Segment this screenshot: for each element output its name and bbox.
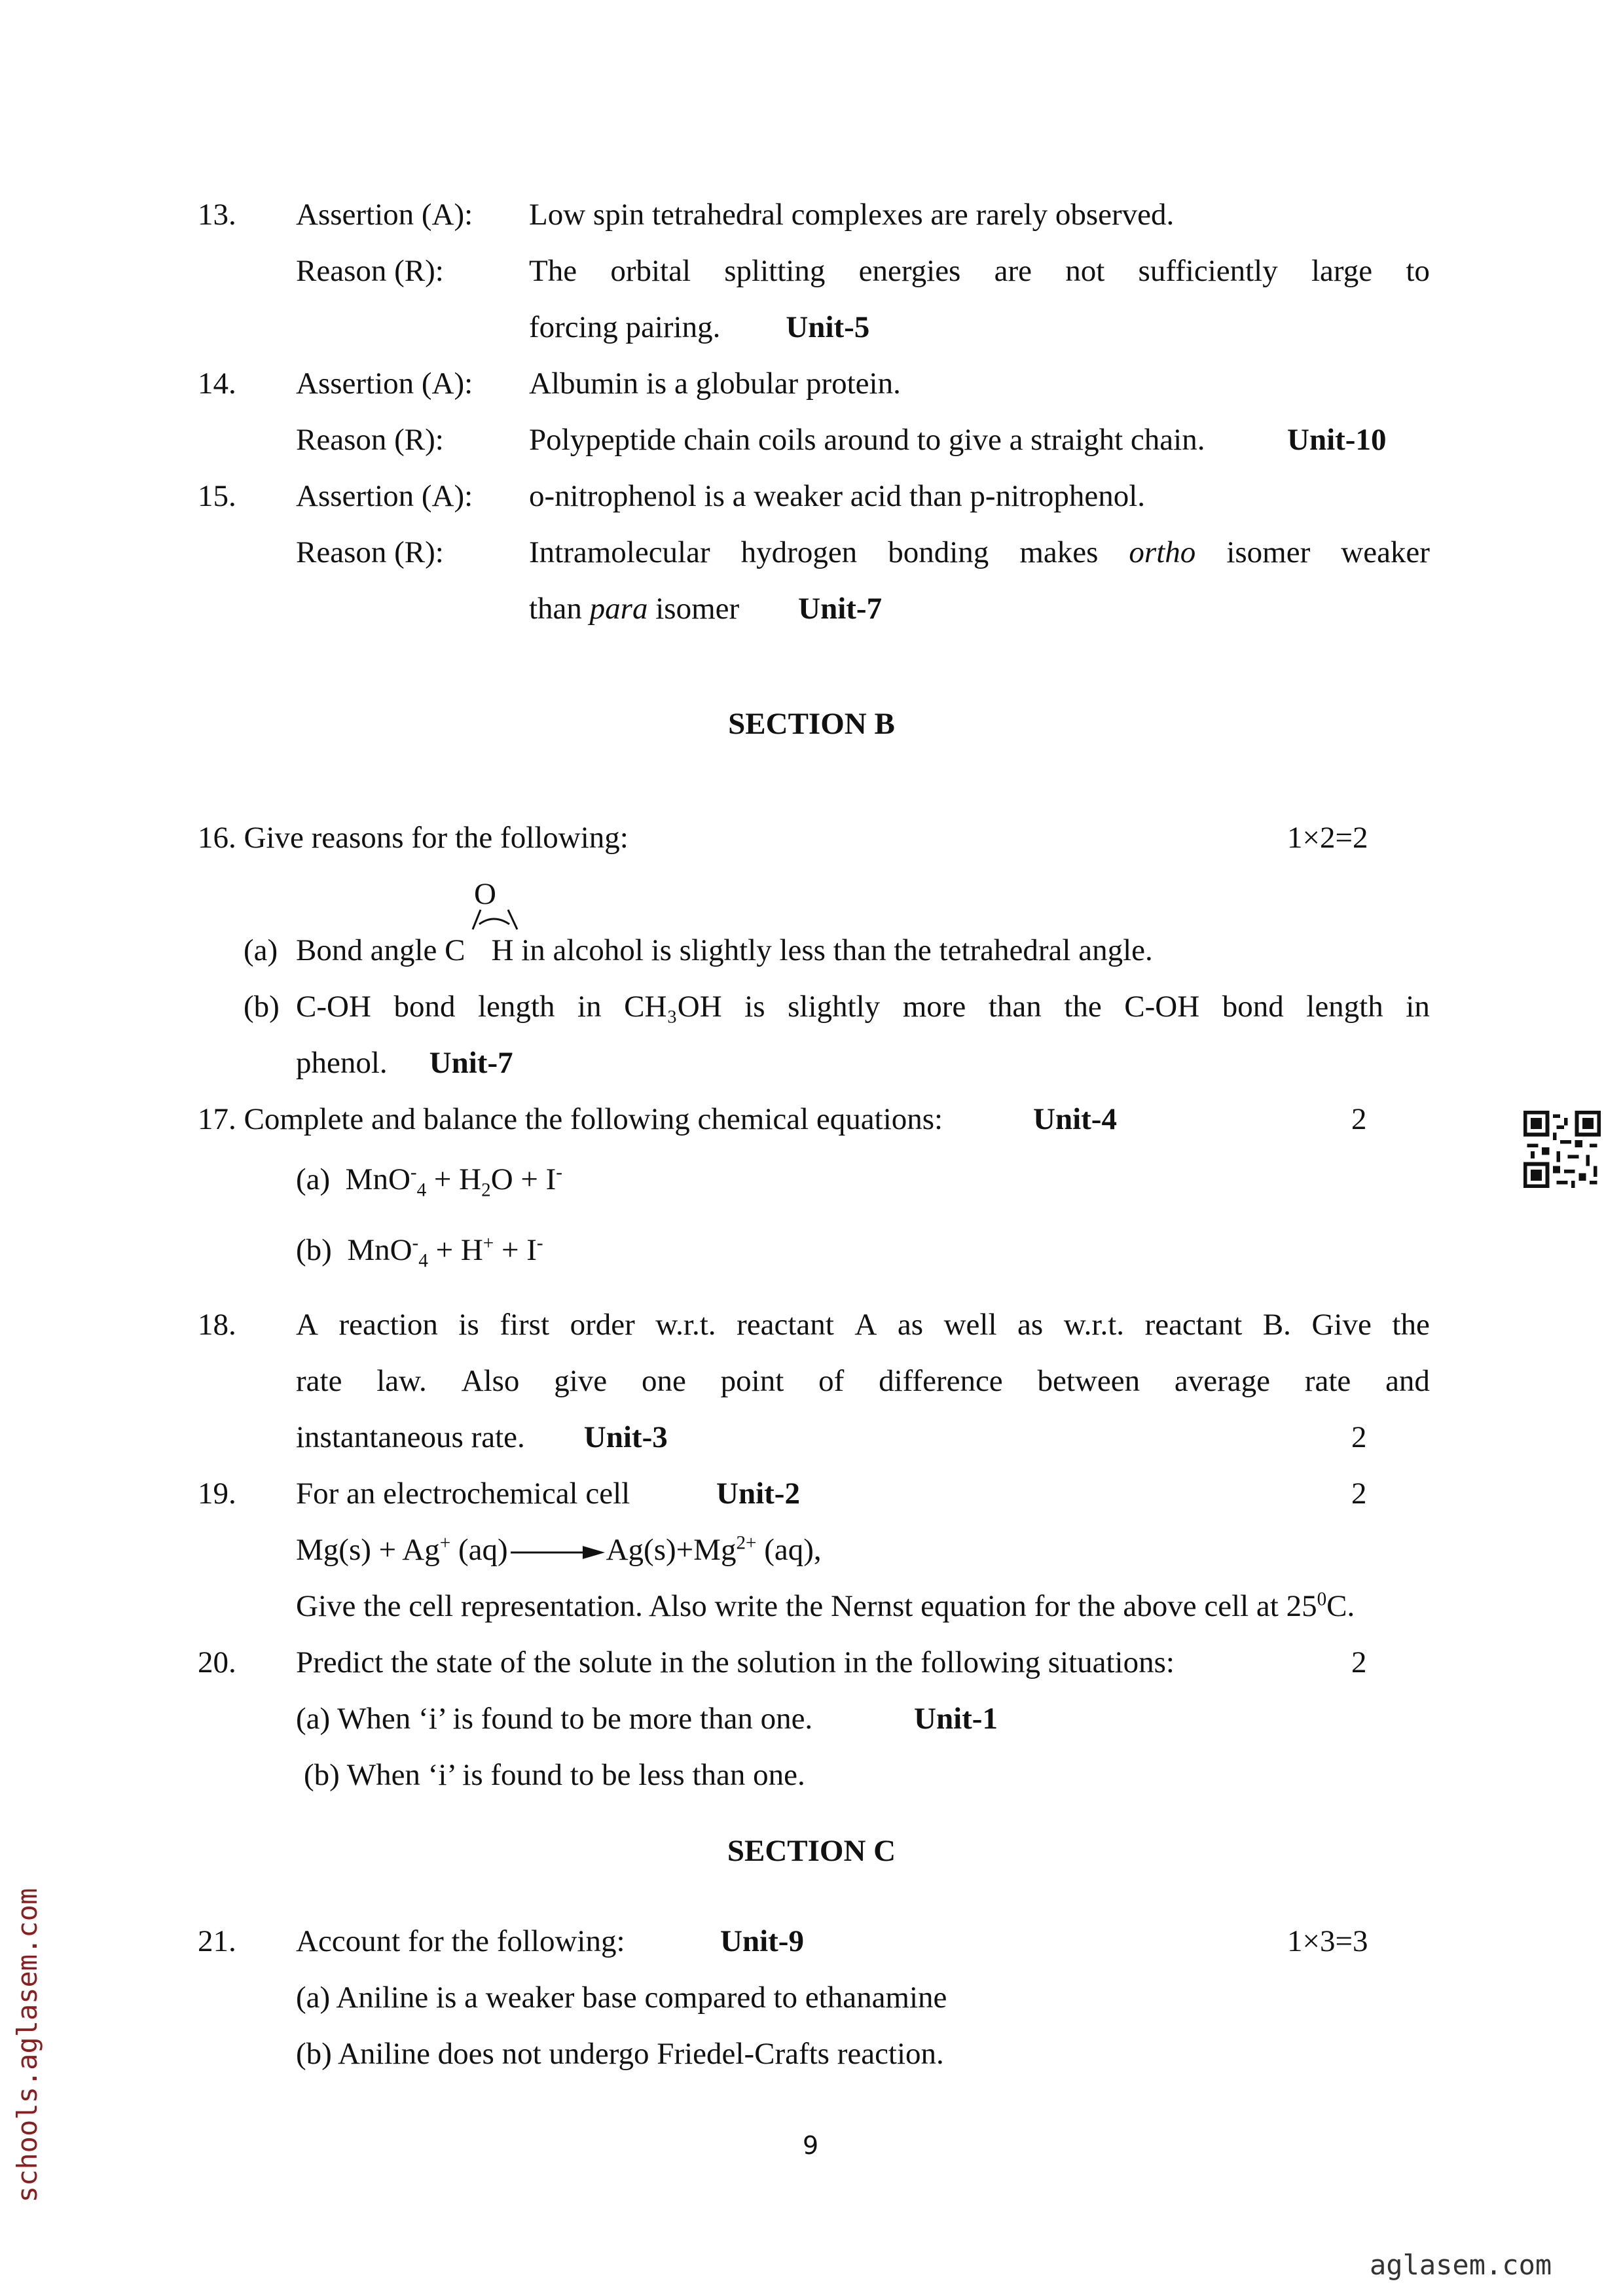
page-number: 9 [803,2131,819,2160]
q14-assertion-label: Assertion (A): [296,367,473,401]
q21-intro: Account for the following: [296,1924,625,1958]
q14-unit: Unit-10 [1287,423,1387,457]
q17-a-equation: $MnO^-_4 + H_2O + I^-$ [345,1162,562,1201]
bottom-watermark: aglasem.com [1370,2249,1552,2281]
section-b-heading: SECTION B [728,707,895,741]
q20-intro: Predict the state of the solute in the solution in the following situations: [296,1645,1175,1679]
q15-assertion-label: Assertion (A): [296,479,473,513]
q15-reason-label: Reason (R): [296,535,444,569]
q15-reason-line2: than para isomer Unit-7 [529,592,883,626]
q13-reason-line2: forcing pairing. Unit-5 [529,310,870,344]
q16-a-label: (a) [244,933,278,967]
q13-reason-label: Reason (R): [296,254,444,288]
q19-equation: Mg(s) + Ag+ (aq) $Ag(s)+Mg^{2+}$ (aq), [296,1532,822,1567]
q14-number: 14. [198,367,236,401]
q18-marks: 2 [1351,1420,1367,1454]
q18-line1: A reaction is first order w.r.t. reactant A as well as w.r.t. reactant B. Give the [296,1308,1430,1342]
q21-a: (a) Aniline is a weaker base compared to ethanamine [296,1981,947,2015]
q17-marks: 2 [1351,1102,1367,1136]
q15-assertion: o-nitrophenol is a weaker acid than p-nitrophenol. [529,479,1146,513]
q20-number: 20. [198,1645,236,1679]
q21-b: (b) Aniline does not undergo Friedel-Crafts reaction. [296,2037,944,2071]
qr-code-icon [1523,1111,1601,1188]
q14-reason: Polypeptide chain coils around to give a straight chain. [529,423,1205,457]
q18-unit: Unit-3 [583,1420,668,1454]
q19-question: Give the cell representation. Also write the Nernst equation for the above cell at $25^0C$. [296,1588,1355,1623]
section-c-heading: SECTION C [727,1834,896,1868]
side-watermark: schools.aglasem.com [10,1888,43,2203]
q17-b: (b) MnO-$_4$ + H+ + I- [296,1232,543,1272]
q20-marks: 2 [1351,1645,1367,1679]
q13-number: 13. [198,198,236,232]
q16-unit: Unit-7 [429,1046,513,1080]
q13-assertion-label: Assertion (A): [296,198,473,232]
q16-intro: 16. Give reasons for the following: [198,821,629,855]
q19-unit: Unit-2 [716,1477,800,1511]
q16-b-line2: phenol. Unit-7 [296,1046,513,1080]
reaction-arrow-icon [508,1545,606,1560]
q15-reason-line1: Intramolecular hydrogen bonding makes ortho isomer weaker [529,535,1430,569]
q21-unit: Unit-9 [720,1924,804,1958]
q17-a: (a) $MnO^-_4 + H_2O + I^-$ [296,1162,562,1201]
q19-intro: For an electrochemical cell [296,1477,630,1511]
q21-number: 21. [198,1924,236,1958]
q17-intro: 17. Complete and balance the following chemical equations: [198,1102,943,1136]
q18-number: 18. [198,1308,236,1342]
q16-marks: 1×2=2 [1287,821,1368,855]
bond-angle-arc-icon [470,907,522,933]
q20-b: (b) When ‘i’ is found to be less than one. [304,1758,805,1792]
q20-unit: Unit-1 [914,1702,998,1736]
q19-number: 19. [198,1477,236,1511]
q15-number: 15. [198,479,236,513]
q20-a: (a) When ‘i’ is found to be more than one. [296,1702,813,1736]
q16-o-atom: O [474,877,496,911]
q14-reason-label: Reason (R): [296,423,444,457]
q16-a-text: Bond angle C H in alcohol is slightly less than the tetrahedral angle. [296,933,1153,967]
q16-b-label: (b) [244,990,280,1024]
q17-b-equation: MnO-$_4$ + H+ + I- [347,1232,543,1272]
q18-line2: rate law. Also give one point of difference between average rate and [296,1364,1430,1398]
q14-assertion: Albumin is a globular protein. [529,367,901,401]
q13-reason-line1: The orbital splitting energies are not sufficiently large to [529,254,1430,288]
q19-marks: 2 [1351,1477,1367,1511]
q13-assertion: Low spin tetrahedral complexes are rarely observed. [529,198,1175,232]
q17-unit: Unit-4 [1033,1102,1117,1136]
q21-marks: 1×3=3 [1287,1924,1368,1958]
q16-b-line1: C-OH bond length in CH₃OH is slightly more than the C-OH bond length in [296,990,1430,1024]
q18-line3: instantaneous rate. Unit-3 [296,1420,668,1454]
q13-unit: Unit-5 [786,310,870,344]
q15-unit: Unit-7 [798,592,883,626]
